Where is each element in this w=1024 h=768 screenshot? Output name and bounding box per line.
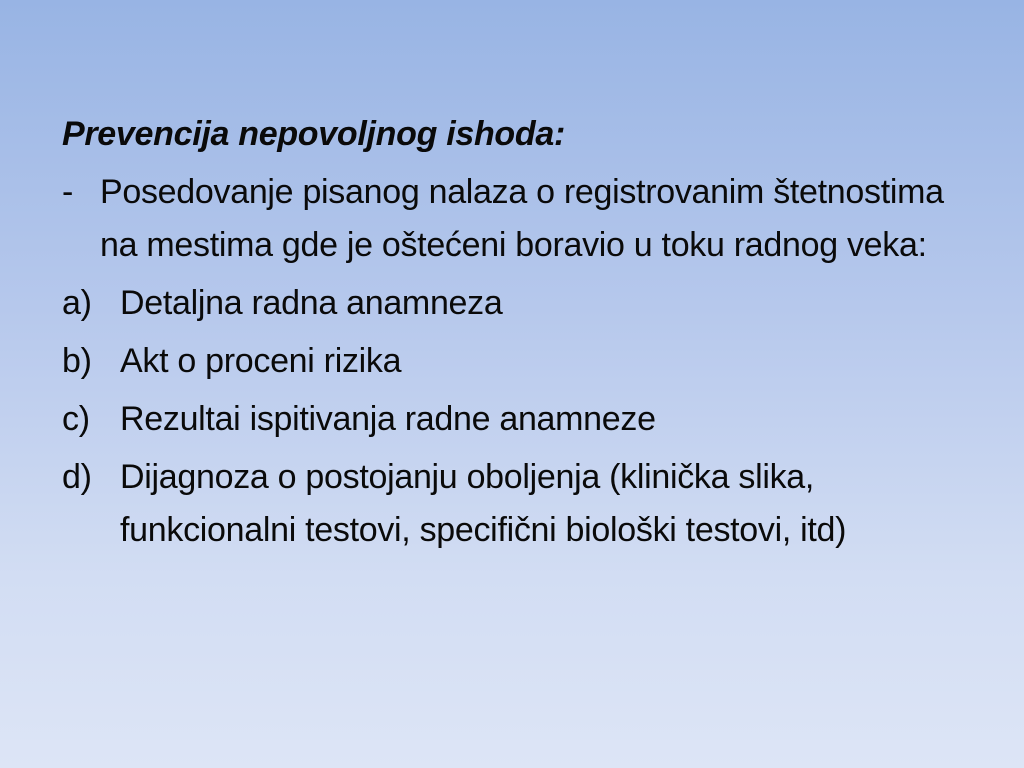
list-marker-d: d) xyxy=(62,458,92,496)
list-item-text-c: Rezultai ispitivanja radne anamneze xyxy=(120,400,656,438)
list-item-d xyxy=(62,451,962,557)
list-marker-b: b) xyxy=(62,342,92,380)
list-item-text-b: Akt o proceni rizika xyxy=(120,342,402,380)
slide-heading: Prevencija nepovoljnog ishoda: xyxy=(62,115,565,153)
list-marker-a: a) xyxy=(62,284,92,322)
dash-list-item xyxy=(62,166,962,272)
list-marker-c: c) xyxy=(62,400,90,438)
slide-content xyxy=(62,108,962,562)
list-item-a xyxy=(62,277,962,330)
dash-item-text: Posedovanje pisanog nalaza o registrovanim štetnostima na mestima gde je oštećeni boravio u toku radnog veka: xyxy=(100,173,944,264)
dash-bullet: - xyxy=(62,173,74,211)
list-item-b xyxy=(62,335,962,388)
list-item-c xyxy=(62,393,962,446)
list-item-text-a: Detaljna radna anamneza xyxy=(120,284,503,322)
list-item-text-d: Dijagnoza o postojanju oboljenja (klinička slika, funkcionalni testovi, specifični biološki testovi, itd) xyxy=(120,458,847,549)
